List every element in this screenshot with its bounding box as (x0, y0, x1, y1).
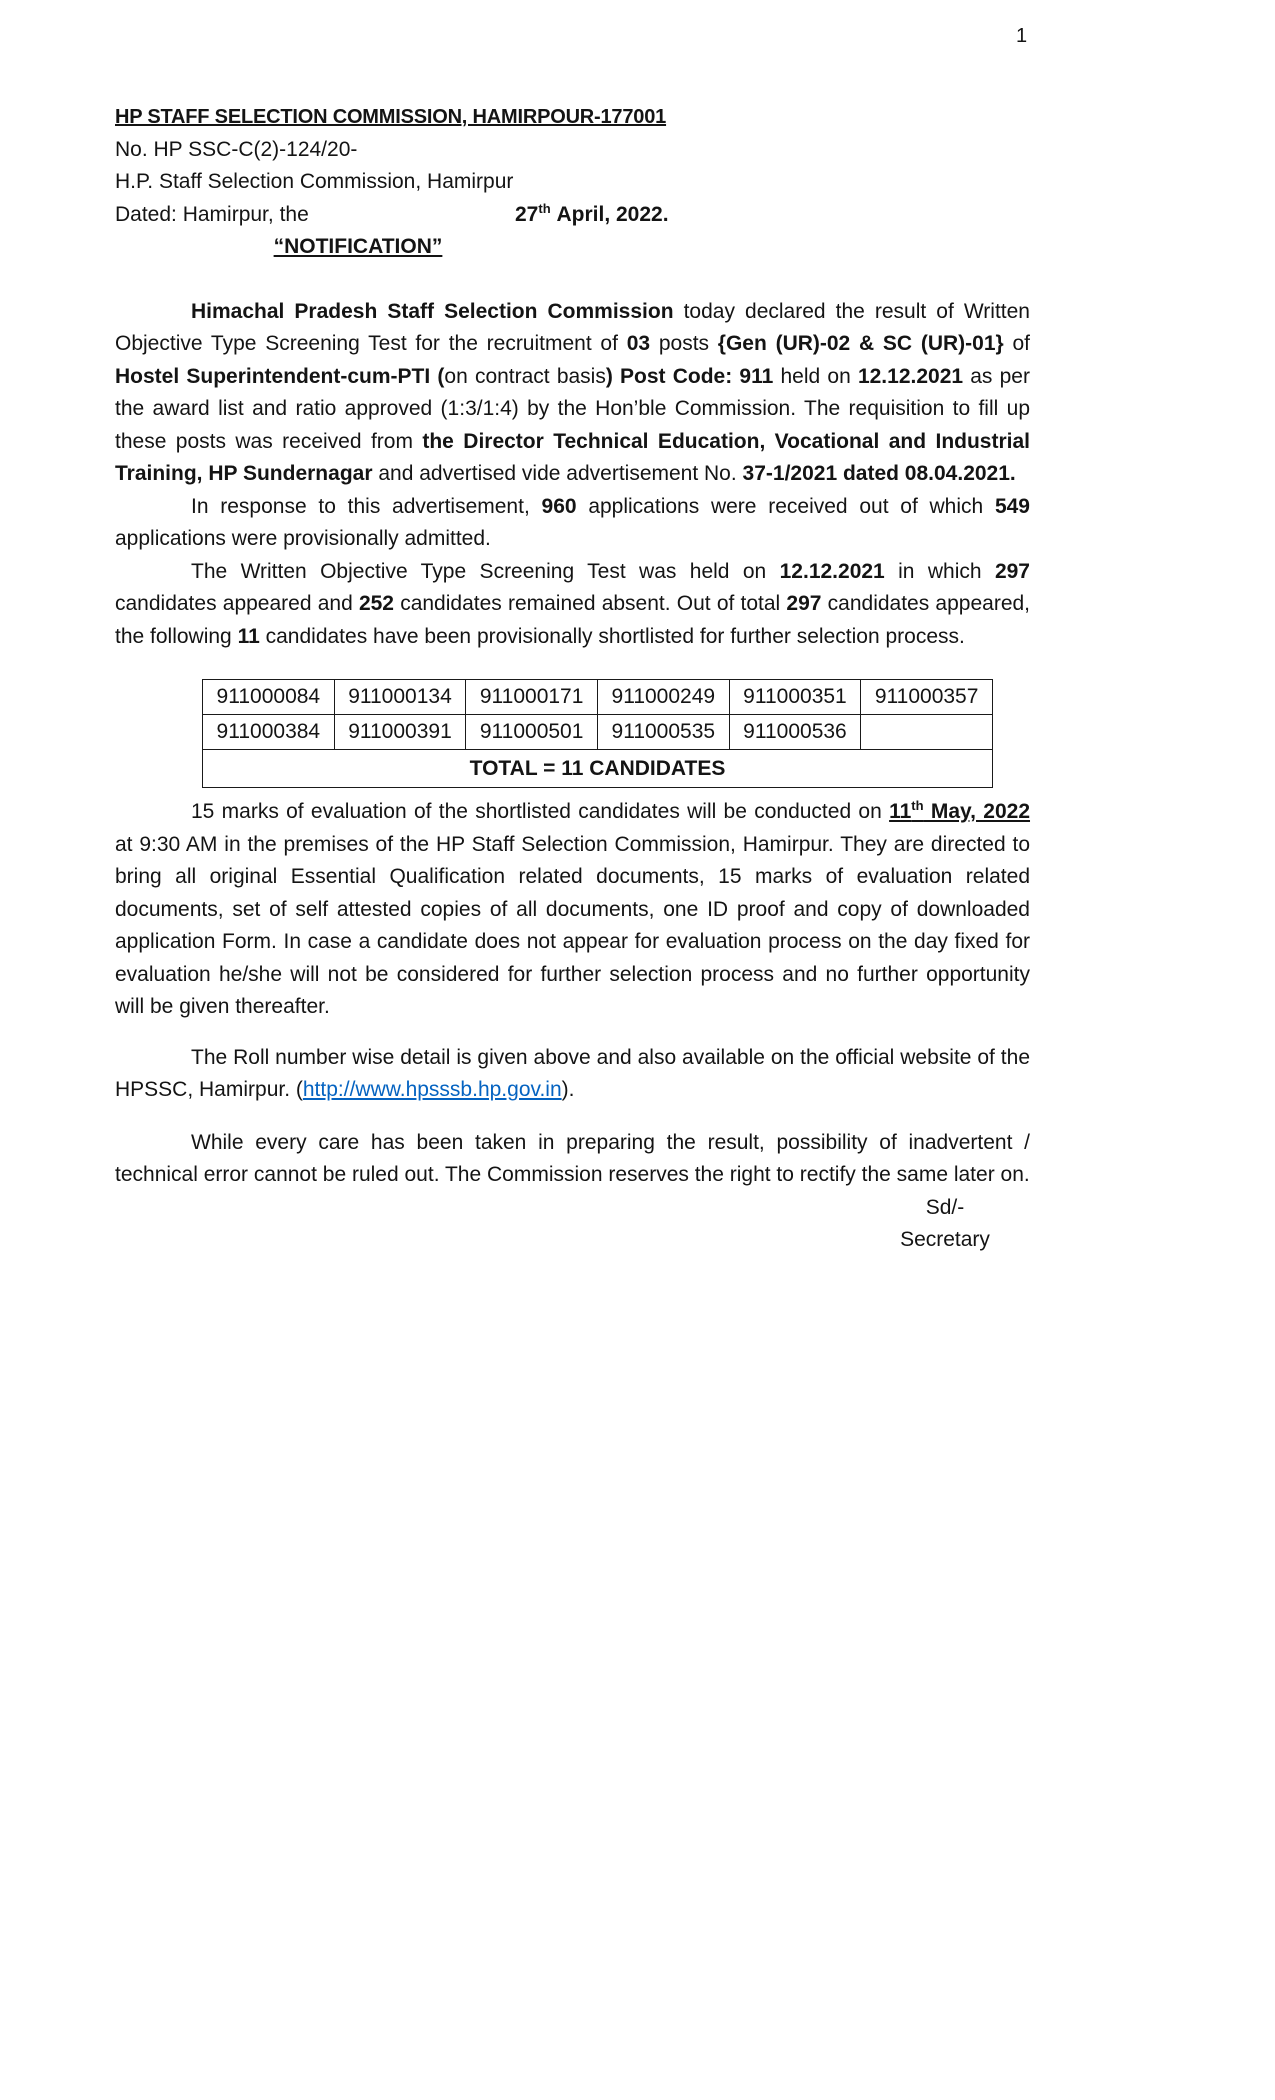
text-run: the Director Technical Education, Vocational and Industrial Training, HP Sundernagar (115, 429, 1030, 485)
text-run: as per the award list and ratio approved (1:3/1:4) by the Hon’ble Commission. The requisition to fill up these posts was received from (115, 364, 1030, 453)
roll-number-cell: 911000249 (597, 680, 729, 715)
text-run: 37-1/2021 dated 08.04.2021. (742, 462, 1016, 485)
text-run: 03 (626, 332, 651, 355)
text-run: 297 (994, 559, 1030, 583)
text-run: May, 2022 (923, 800, 1031, 823)
paragraph-applications-received (115, 491, 1030, 556)
roll-number-cell: 911000501 (466, 715, 598, 750)
roll-number-cell: 911000084 (203, 680, 335, 715)
text-run: Hostel Superintendent-cum-PTI ( (115, 364, 445, 388)
text-run: 15 marks of evaluation of the shortlisted candidates will be conducted on (191, 800, 890, 823)
roll-numbers-body (203, 680, 993, 750)
text-run: ). (561, 1078, 575, 1101)
table-total-row (203, 750, 993, 788)
roll-number-cell: 911000134 (334, 680, 466, 715)
website-link[interactable]: http://www.hpsssb.hp.gov.in (302, 1078, 562, 1101)
office-line: H.P. Staff Selection Commission, Hamirpur (115, 170, 514, 193)
text-run: applications were provisionally admitted. (115, 527, 491, 550)
roll-number-cell: 911000535 (597, 715, 729, 750)
paragraph-result-declaration (115, 296, 1030, 491)
text-run: 12.12.2021 (779, 559, 885, 583)
roll-number-cell: 911000391 (334, 715, 466, 750)
reference-number: No. HP SSC-C(2)-124/20- (115, 137, 358, 161)
text-run: 297 (786, 592, 822, 615)
notification-title-row (115, 231, 601, 266)
text-run: of (1003, 332, 1030, 355)
table-total-body (203, 750, 993, 788)
roll-number-cell: 911000384 (203, 715, 335, 750)
text-run: at 9:30 AM in the premises of the HP Staff Selection Commission, Hamirpur. They are directed to bring all original Essential Qualification related documents, 15 marks of evaluation related documents, set of self attested copies of all documents, one ID proof and copy of downloaded application Form. In case a candidate does not appear for evaluation process on the day fixed for evaluation he/she will not be considered for further selection process and no further opportunity will be given thereafter. (115, 832, 1030, 1018)
text-run: Himachal Pradesh Staff Selection Commission (191, 299, 674, 323)
text-run: and advertised vide advertisement No. (372, 462, 743, 485)
text-run: posts (650, 332, 718, 355)
dated-line (115, 199, 1030, 232)
roll-number-cell: 911000357 (861, 680, 993, 715)
table-row (203, 680, 993, 715)
text-run (889, 800, 1030, 823)
notification-title: “NOTIFICATION” (273, 235, 443, 258)
text-run: 27 (515, 202, 539, 226)
text-run: candidates have been provisionally shortlisted for further selection process. (259, 624, 965, 648)
document-content (115, 101, 1030, 1257)
shortlisted-roll-numbers-table (202, 679, 993, 788)
text-run: 11 (237, 624, 260, 648)
text-run: The Roll number wise detail is given above and also available on the official website of the HPSSC, Hamirpur. ( (115, 1045, 1030, 1101)
table-row (203, 715, 993, 750)
text-run: ) Post Code: 911 (605, 364, 774, 388)
text-run: candidates remained absent. Out of total (394, 592, 787, 615)
text-run: 252 (358, 592, 394, 615)
text-run: {Gen (UR)-02 & SC (UR)-01} (717, 332, 1004, 355)
text-run: In response to this advertisement, (191, 494, 542, 518)
roll-number-cell: 911000171 (466, 680, 598, 715)
text-run: applications were received out of which (576, 494, 995, 518)
text-run (515, 200, 669, 226)
total-candidates-label: TOTAL = 11 CANDIDATES (203, 750, 993, 788)
paragraph-test-held (115, 556, 1030, 654)
text-run: 549 (994, 494, 1030, 518)
text-run: 960 (541, 494, 577, 518)
roll-number-cell: 911000536 (729, 715, 861, 750)
roll-number-cell: 911000351 (729, 680, 861, 715)
text-run: While every care has been taken in preparing the result, possibility of inadvertent / technical error cannot be ruled out. The Commission reserves the right to rectify the same later on. (115, 1130, 1030, 1186)
org-title: HP STAFF SELECTION COMMISSION, HAMIRPOUR-177001 (115, 106, 667, 128)
paragraph-website-info (115, 1042, 1030, 1107)
dated-label: Dated: Hamirpur, the (115, 202, 309, 226)
empty-cell (861, 715, 993, 750)
signed-label: Sd/- (925, 1195, 965, 1219)
text-run: held on (773, 364, 858, 388)
text-run: th (538, 200, 551, 216)
notification-date (515, 199, 669, 232)
text-run: 11 (889, 800, 912, 823)
signature-block (880, 1192, 1010, 1257)
paragraph-evaluation-instructions (115, 796, 1030, 1024)
page-number: 1 (1016, 25, 1028, 47)
text-run: 12.12.2021 (857, 364, 964, 388)
text-run: candidates appeared and (115, 592, 359, 615)
text-run: April, 2022. (550, 202, 669, 226)
text-run: th (911, 798, 924, 813)
text-run: in which (884, 559, 995, 583)
signatory-designation: Secretary (900, 1228, 990, 1251)
text-run: today declared the result of Written Objective Type Screening Test for the recruitment of (115, 299, 1030, 355)
text-run: candidates appeared, the following (115, 592, 1031, 648)
text-run: The Written Objective Type Screening Test was held on (191, 559, 780, 583)
paragraph-disclaimer (115, 1127, 1030, 1192)
text-run: on contract basis (444, 364, 606, 388)
